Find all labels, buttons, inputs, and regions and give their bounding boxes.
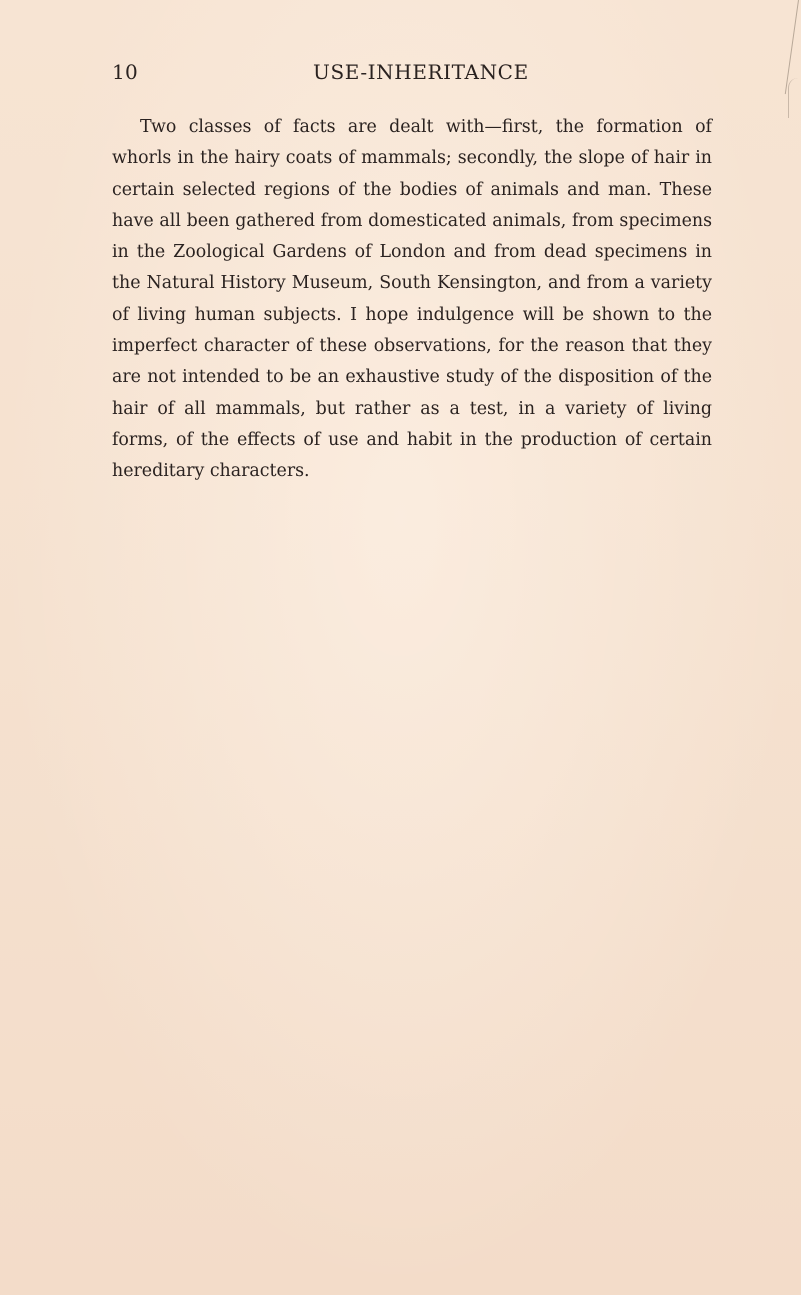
page-number: 10 [112, 60, 139, 84]
page-header [112, 60, 712, 90]
page-edge-curl [788, 78, 801, 118]
body-paragraph [112, 112, 712, 488]
running-head: USE-INHERITANCE [313, 60, 529, 84]
paragraph-text: Two classes of facts are dealt with—first, the formation of whorls in the hairy coats of mammals; secondly, the slope of hair in certain selected regions of the bodies of animals and man. These have all been gathered from domesticated animals, from specimens in the Zoological Gardens of London and from dead specimens in the Natural History Museum, South Kensington, and from a variety of living human subjects. I hope indulgence will be shown to the imperfect character of these observations, for the reason that they are not intended to be an exhaustive study of the disposition of the hair of all mammals, but rather as a test, in a variety of living forms, of the effects of use and habit in the production of certain hereditary characters. [112, 117, 712, 482]
